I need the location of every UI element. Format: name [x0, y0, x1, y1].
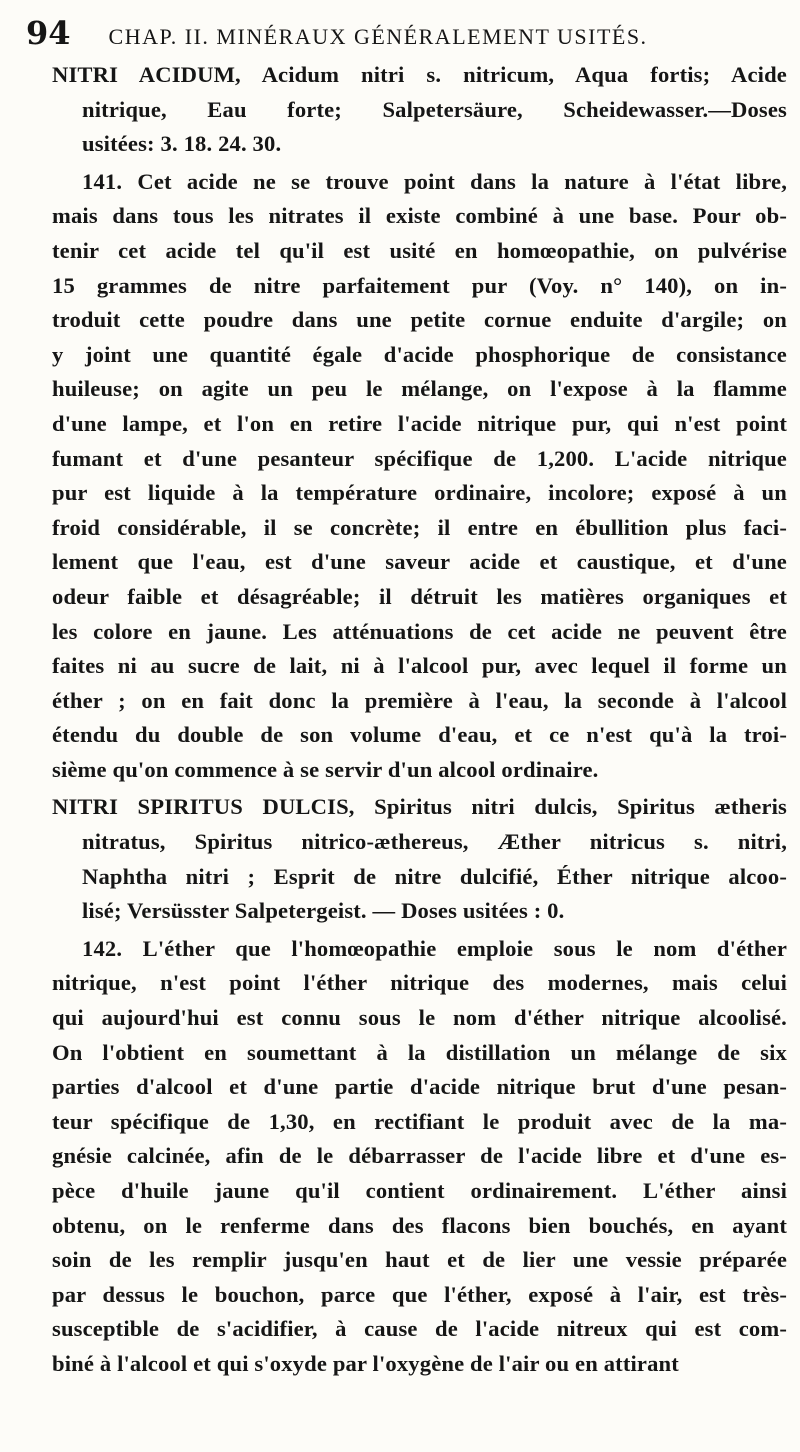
- text-line: nitrique, n'est point l'éther nitrique des modernes, mais celui: [52, 970, 787, 996]
- text-line: obtenu, on le renferme dans des flacons bien bouchés, en ayant: [52, 1212, 787, 1238]
- text-line: teur spécifique de 1,30, en rectifiant le produit avec de la ma-: [52, 1108, 787, 1134]
- text-line: 142. L'éther que l'homœopathie emploie sous le nom d'éther: [82, 935, 787, 961]
- page-header: [26, 14, 760, 54]
- text-line: y joint une quantité égale d'acide phosphorique de consistance: [52, 341, 787, 367]
- text-line: susceptible de s'acidifier, à cause de l'acide nitreux qui est com-: [52, 1316, 787, 1342]
- entry-nitri-spiritus-dulcis: [52, 790, 787, 928]
- text-line: biné à l'alcool et qui s'oxyde par l'oxygène de l'air ou en attirant: [52, 1350, 679, 1376]
- text-line: On l'obtient en soumettant à la distillation un mélange de six: [52, 1039, 787, 1065]
- text-line: mais dans tous les nitrates il existe combiné à une base. Pour ob-: [52, 203, 787, 229]
- text-line: nitratus, Spiritus nitrico-æthereus, Æther nitricus s. nitri,: [82, 829, 787, 855]
- page-number: 94: [26, 14, 71, 52]
- text-line: pèce d'huile jaune qu'il contient ordinairement. L'éther ainsi: [52, 1178, 787, 1203]
- text-line: Naphtha nitri ; Esprit de nitre dulcifié, Éther nitrique alcoo-: [82, 863, 787, 889]
- text-line: troduit cette poudre dans une petite cornue enduite d'argile; on: [52, 307, 787, 333]
- text-line: fumant et d'une pesanteur spécifique de 1,200. L'acide nitrique: [52, 445, 787, 471]
- text-line: froid considérable, il se concrète; il entre en ébullition plus faci-: [52, 514, 787, 540]
- text-line: d'une lampe, et l'on en retire l'acide nitrique pur, qui n'est point: [52, 410, 787, 436]
- text-line: 141. Cet acide ne se trouve point dans la nature à l'état libre,: [82, 168, 787, 194]
- running-head: CHAP. II. MINÉRAUX GÉNÉRALEMENT USITÉS.: [108, 24, 648, 49]
- text-line: odeur faible et désagréable; il détruit les matières organiques et: [52, 583, 787, 609]
- text-line: parties d'alcool et d'une partie d'acide nitrique brut d'une pesan-: [52, 1074, 787, 1100]
- text-line: pur est liquide à la température ordinaire, incolore; exposé à un: [52, 480, 787, 506]
- text-line: gnésie calcinée, afin de le débarrasser de l'acide libre et d'une es-: [52, 1143, 787, 1169]
- text-line: lisé; Versüsster Salpetergeist. — Doses usitées : 0.: [82, 898, 565, 924]
- text-line: les colore en jaune. Les atténuations de cet acide ne peuvent être: [52, 618, 787, 644]
- text-line: NITRI SPIRITUS DULCIS, Spiritus nitri dulcis, Spiritus ætheris: [52, 794, 787, 820]
- text-line: nitrique, Eau forte; Salpetersäure, Scheidewasser.—Doses: [82, 96, 787, 122]
- text-line: qui aujourd'hui est connu sous le nom d'éther nitrique alcoolisé.: [52, 1005, 787, 1031]
- paragraph-142: [52, 932, 787, 1382]
- text-line: éther ; on en fait donc la première à l'eau, la seconde à l'alcool: [52, 687, 787, 713]
- text-line: par dessus le bouchon, parce que l'éther, exposé à l'air, est très-: [52, 1281, 787, 1307]
- text-line: lement que l'eau, est d'une saveur acide et caustique, et d'une: [52, 549, 787, 575]
- text-line: NITRI ACIDUM, Acidum nitri s. nitricum, Aqua fortis; Acide: [52, 62, 787, 87]
- text-line: étendu du double de son volume d'eau, et ce n'est qu'à la troi-: [52, 722, 787, 748]
- entry-nitri-acidum: [52, 58, 787, 162]
- paragraph-141: [52, 165, 787, 788]
- text-line: soin de les remplir jusqu'en haut et de lier une vessie préparée: [52, 1247, 787, 1273]
- text-line: usitées: 3. 18. 24. 30.: [82, 131, 282, 157]
- text-line: 15 grammes de nitre parfaitement pur (Voy. n° 140), on in-: [52, 272, 787, 298]
- text-line: faites ni au sucre de lait, ni à l'alcool pur, avec lequel il forme un: [52, 653, 787, 679]
- text-line: huileuse; on agite un peu le mélange, on l'expose à la flamme: [52, 376, 787, 402]
- page-body: [52, 58, 787, 1385]
- text-line: sième qu'on commence à se servir d'un alcool ordinaire.: [52, 756, 599, 782]
- text-line: tenir cet acide tel qu'il est usité en homœopathie, on pulvérise: [52, 237, 787, 263]
